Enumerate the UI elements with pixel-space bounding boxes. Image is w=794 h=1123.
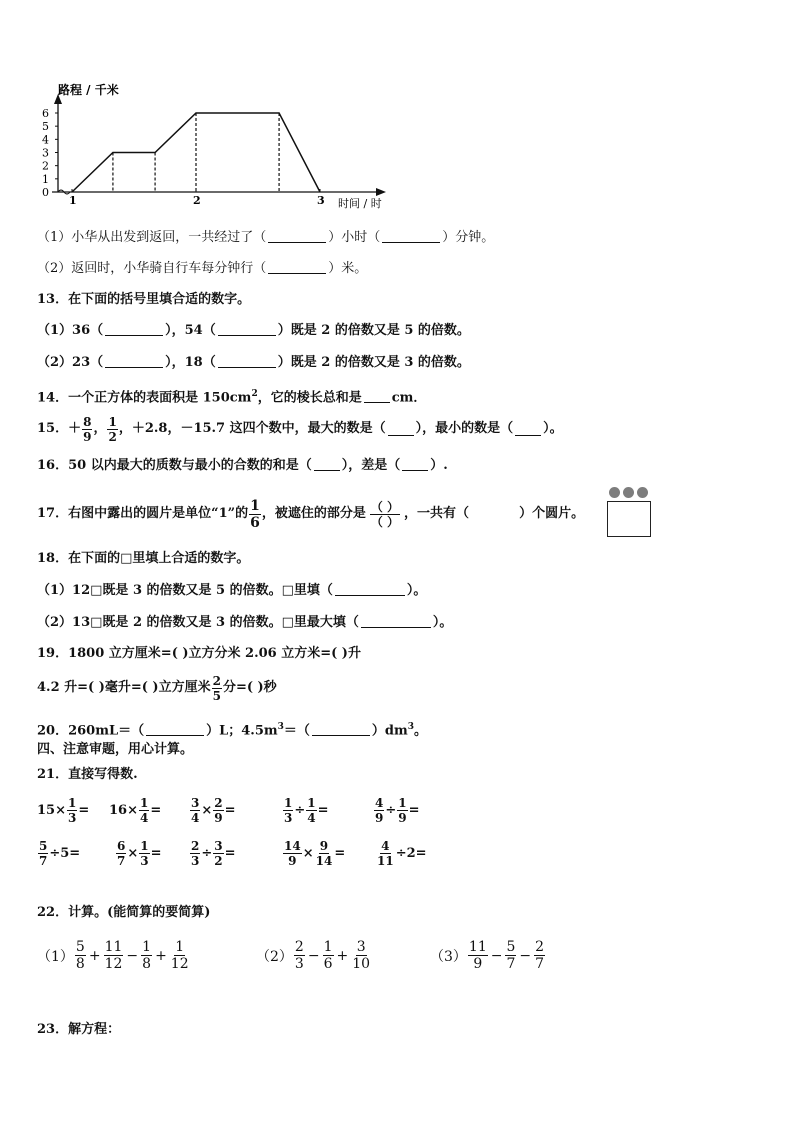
q19-line2: 4.2 升=( )毫升=( )立方厘米 $\frac{2}{5}$ 分=( )秒 [37, 673, 277, 703]
fraction-blank[interactable]: $\frac{( )}{( )}$ [370, 499, 400, 529]
q19-line1: 19．1800 立方厘米=( )立方分米 2.06 立方米=( )升 [37, 646, 361, 661]
q22-calc-2: （2） $\frac{2}{3}$ − $\frac{1}{6}$ + $\frac{3}{10}$ [256, 939, 371, 972]
fraction: $\frac{2}{5}$ [212, 673, 221, 703]
q21-expr-3: $\frac{3}{4}$ × $\frac{2}{9}$ = [191, 796, 236, 825]
y-tick-label: 0 [42, 186, 49, 199]
q22-title: 22．计算。(能简算的要简算) [37, 905, 211, 920]
q13-title: 13．在下面的括号里填合适的数字。 [37, 292, 251, 307]
q21-expr-9: $\frac{14}{9}$ × $\frac{9}{14}$ = [284, 839, 346, 868]
q22-calc-3: （3） $\frac{11}{9}$ − $\frac{5}{7}$ − $\frac{2}{7}$ [430, 939, 545, 972]
chart-y-label: 路程 / 千米 [58, 83, 119, 97]
q16: 16．50 以内最大的质数与最小的合数的和是（ ），差是（ ）. [37, 458, 448, 473]
q18-line1: （1）12□既是 3 的倍数又是 5 的倍数。□里填（ ）。 [37, 583, 427, 598]
answer-blank[interactable] [105, 323, 163, 336]
y-tick-label: 3 [42, 146, 49, 160]
q21-expr-1: 15× $\frac{1}{3}$ = [37, 796, 90, 825]
y-tick-label: 5 [42, 120, 49, 134]
answer-blank[interactable] [268, 230, 326, 243]
answer-blank[interactable] [515, 423, 541, 436]
q13-line1: （1）36（ ），54（ ）既是 2 的倍数又是 5 的倍数。 [37, 323, 470, 338]
q21-expr-4: $\frac{1}{3}$ ÷ $\frac{1}{4}$ = [284, 796, 329, 825]
y-tick-label: 4 [42, 133, 49, 147]
q12-part1: （1）小华从出发到返回，一共经过了（ ）小时（ ）分钟。 [37, 230, 495, 245]
q21-expr-10: $\frac{4}{11}$ ÷2= [377, 839, 427, 868]
answer-blank[interactable] [388, 423, 414, 436]
x-tick-label: 3 [317, 194, 325, 207]
answer-blank[interactable] [268, 261, 326, 274]
section-heading: 四、注意审题，用心计算。 [37, 742, 194, 757]
coin-icon [609, 487, 620, 498]
q14: 14．一个正方体的表面积是 $150cm^2$，它的棱长总和是 cm． [37, 389, 427, 406]
coin-figure [606, 487, 652, 537]
coin-icon [623, 487, 634, 498]
q15: 15．＋ $\frac{8}{9}$ ， $\frac{1}{2}$ ，＋2.8，－15.7 这四个数中，最大的数是（ ），最小的数是（ ）。 [37, 414, 563, 444]
answer-blank[interactable] [312, 723, 370, 736]
q21-expr-5: $\frac{4}{9}$ ÷ $\frac{1}{9}$ = [375, 796, 420, 825]
coin-icon [637, 487, 648, 498]
q22-calc-1: （1） $\frac{5}{8}$ + $\frac{11}{12}$ − $\frac{1}{8}$ + $\frac{1}{12}$ [37, 939, 189, 972]
q21-expr-7: $\frac{6}{7}$ × $\frac{1}{3}$ = [117, 839, 162, 868]
answer-blank[interactable] [146, 723, 204, 736]
answer-blank[interactable] [314, 458, 340, 471]
x-axis-arrow [376, 188, 386, 196]
q23: 23．解方程： [37, 1022, 121, 1037]
answer-blank[interactable] [364, 390, 390, 403]
q20: 20．260mL＝（ ）L；$4.5m^3=$（ ）$dm^3$。 [37, 722, 428, 739]
q21-expr-6: $\frac{5}{7}$ ÷5= [39, 839, 81, 868]
answer-blank[interactable] [105, 355, 163, 368]
q18-line2: （2）13□既是 2 的倍数又是 3 的倍数。□里最大填（ ）。 [37, 615, 453, 630]
fraction: $\frac{1}{2}$ [108, 414, 117, 444]
answer-blank[interactable] [402, 458, 428, 471]
q21-title: 21．直接写得数. [37, 767, 138, 782]
answer-blank[interactable] [218, 355, 276, 368]
x-tick-label: 1 [69, 194, 77, 207]
x-tick-label: 2 [193, 194, 201, 207]
answer-blank[interactable] [218, 323, 276, 336]
q17: 17．右图中露出的圆片是单位“1”的 $\frac{1}{6}$ ，被遮住的部分是 $\frac{( )}{( )}$ ，一共有（ ）个圆片。 [37, 497, 585, 531]
q13-line2: （2）23（ ），18（ ）既是 2 的倍数又是 3 的倍数。 [37, 355, 470, 370]
y-tick-label: 1 [42, 172, 49, 186]
cover-box [607, 501, 651, 537]
answer-blank[interactable] [382, 230, 440, 243]
chart-x-label: 时间 / 时 [338, 197, 382, 210]
y-tick-label: 6 [42, 107, 49, 120]
y-tick-label: 2 [42, 159, 49, 173]
q21-expr-8: $\frac{2}{3}$ ÷ $\frac{3}{2}$ = [191, 839, 236, 868]
q18-title: 18．在下面的□里填上合适的数字。 [37, 551, 250, 566]
answer-blank[interactable] [335, 583, 405, 596]
fraction: $\frac{1}{6}$ [250, 497, 260, 531]
distance-time-chart [30, 80, 400, 210]
fraction: $\frac{8}{9}$ [83, 414, 92, 444]
answer-blank[interactable] [361, 615, 431, 628]
q21-expr-2: 16× $\frac{1}{4}$ = [109, 796, 162, 825]
q12-part2: （2）返回时，小华骑自行车每分钟行（ ）米。 [37, 261, 368, 276]
